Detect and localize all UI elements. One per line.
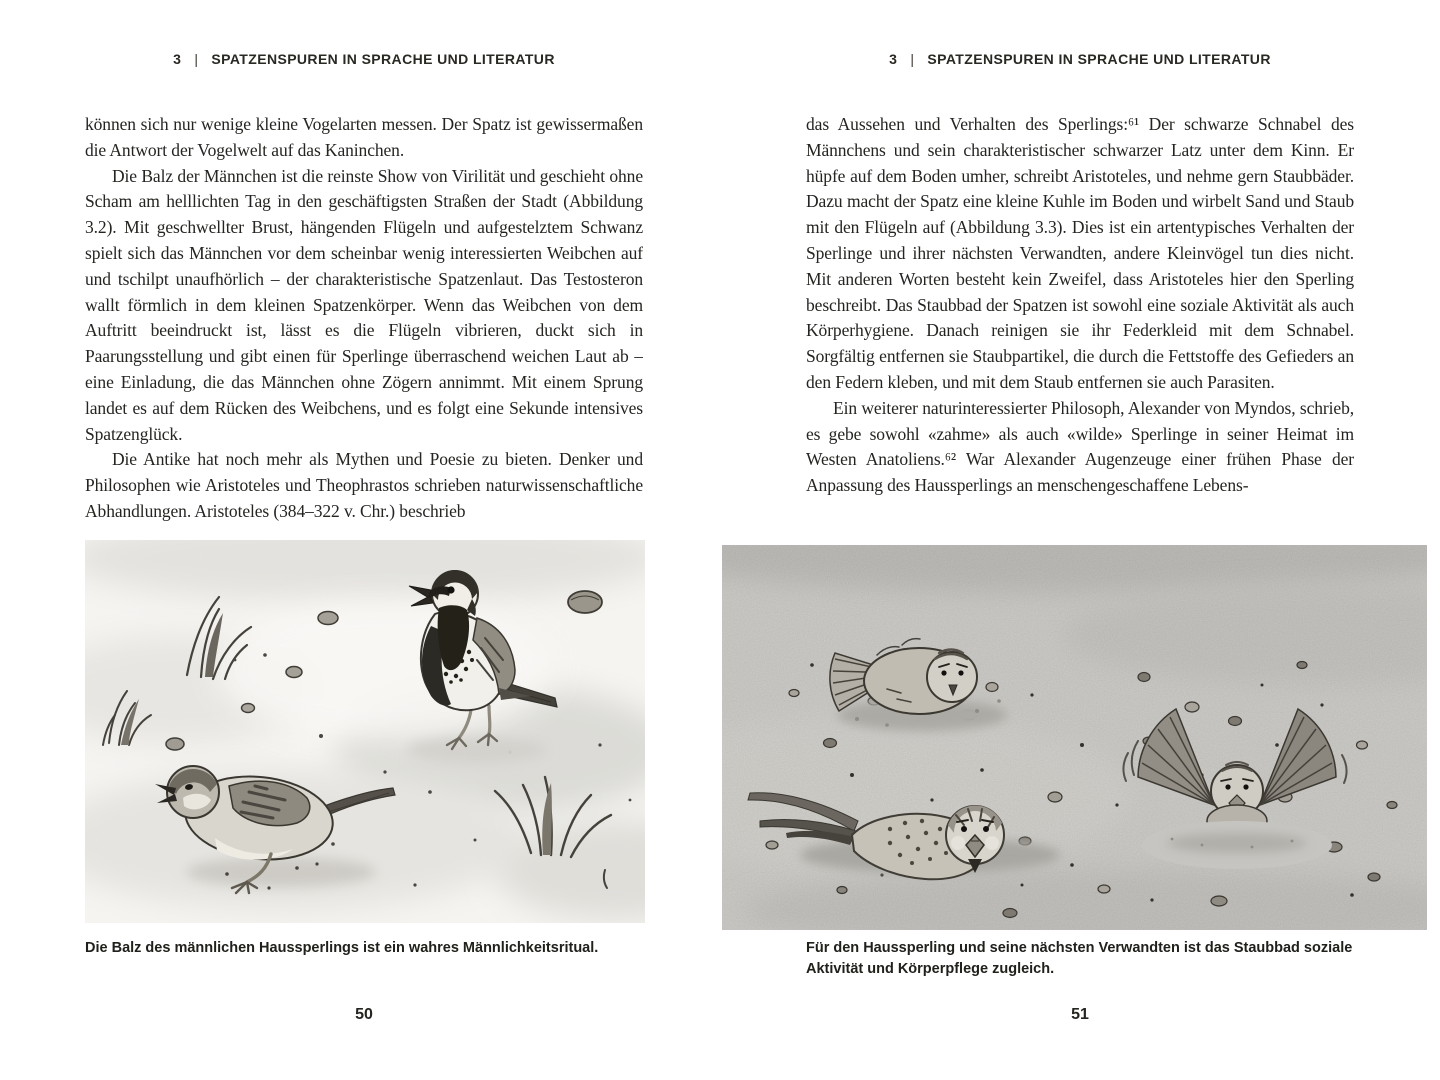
running-head-right (806, 50, 1354, 68)
body-text-right (806, 112, 1354, 499)
running-head-divider: | (194, 51, 199, 67)
paragraph: Ein weiterer naturinteressierter Philosoph, Alexander von Myndos, schrieb, es gebe sowohl «zahme» als auch «wilde» Sperlinge in seiner Heimat im Westen Anatoliens.⁶² War Alexander Augenzeuge einer frühen Phase der Anpassung des Haussperlings an menschengeschaffene Lebens- (806, 397, 1354, 496)
body-text-left (85, 112, 643, 525)
running-head-title: SPATZENSPUREN IN SPRACHE UND LITERATUR (211, 51, 555, 67)
figure-caption-left: Die Balz des männlichen Haussperlings ist ein wahres Männlichkeitsritual. (85, 940, 599, 956)
male-sparrow-eye (447, 586, 454, 593)
running-head-title: SPATZENSPUREN IN SPRACHE UND LITERATUR (927, 51, 1271, 67)
chapter-number: 3 (889, 51, 898, 67)
paragraph: können sich nur wenige kleine Vogelarten messen. Der Spatz ist gewissermaßen die Antwort der Vogelwelt auf das Kaninchen. (85, 114, 643, 160)
running-head-left (85, 50, 643, 68)
male-sparrow-shadow (407, 737, 547, 763)
courtship-illustration (85, 540, 645, 923)
chapter-number: 3 (173, 51, 182, 67)
paragraph: Die Balz der Männchen ist die reinste Show von Virilität und geschieht ohne Scham am helllichten Tag in den geschäftigsten Straßen der Stadt (Abbildung 3.2). Mit geschwellter Brust, hängenden Flügeln und aufgestelztem Schwanz spielt sich das Männchen vor dem scheinbar wenig interessierten Weibchen auf und tschilpt unaufhörlich – der charakteristische Spatzenlaut. Das Testosteron wallt förmlich in dem kleinen Spatzenkörper. Wenn das Weibchen von dem Auftritt beeindruckt ist, lässt es die Flügeln vibrieren, duckt sich in Paarungsstellung und gibt einen für Sperlinge überraschend weichen Laut ab – eine Einladung, die das Männchen ohne Zögern annimmt. Mit einem Sprung landet es auf dem Rücken des Weibchens, und es folgt eine Sekunde intensives Spatzenglück. (85, 165, 643, 444)
running-head-divider: | (910, 51, 915, 67)
page-number-right: 51 (1071, 1006, 1089, 1023)
figure-caption-right: Für den Haussperling und seine nächsten Verwandten ist das Staubbad soziale Aktivität und Körperpflege zugleich. (806, 940, 1353, 977)
dust-bath-illustration-svg (722, 545, 1427, 930)
courtship-illustration-svg (85, 540, 645, 923)
dust-bath-illustration (722, 545, 1427, 930)
paragraph: das Aussehen und Verhalten des Sperlings:⁶¹ Der schwarze Schnabel des Männchens und sein charakteristischer schwarzer Latz unter dem Kinn. Er hüpfe auf dem Boden umher, schreibt Aristoteles, und nehme gern Staubbäder. Dazu macht der Spatz eine kleine Kuhle im Boden und wirbelt Sand und Staub mit den Flügeln auf (Abbildung 3.3). Dies ist ein artentypisches Verhalten der Sperlinge und ihrer nächsten Verwandten, andere Kleinvögel tun dies nicht. Mit anderen Worten besteht kein Zweifel, dass Aristoteles hier den Sperling beschreibt. Das Staubbad der Spatzen ist sowohl eine soziale Aktivität als auch Körperhygiene. Danach reinigen sie ihr Federkleid mit dem Schnabel. Sorgfältig entfernen sie Staubpartikel, die durch die Fettstoffe des Gefieders an den Federn kleben, und mit dem Staub entfernen sie auch Parasiten. (806, 114, 1354, 392)
paragraph: Die Antike hat noch mehr als Mythen und Poesie zu bieten. Denker und Philosophen wie Aristoteles und Theophrastos schrieben naturwissenschaftliche Abhandlungen. Aristoteles (384–322 v. Chr.) beschrieb (85, 449, 643, 521)
page-number-left: 50 (355, 1006, 373, 1023)
